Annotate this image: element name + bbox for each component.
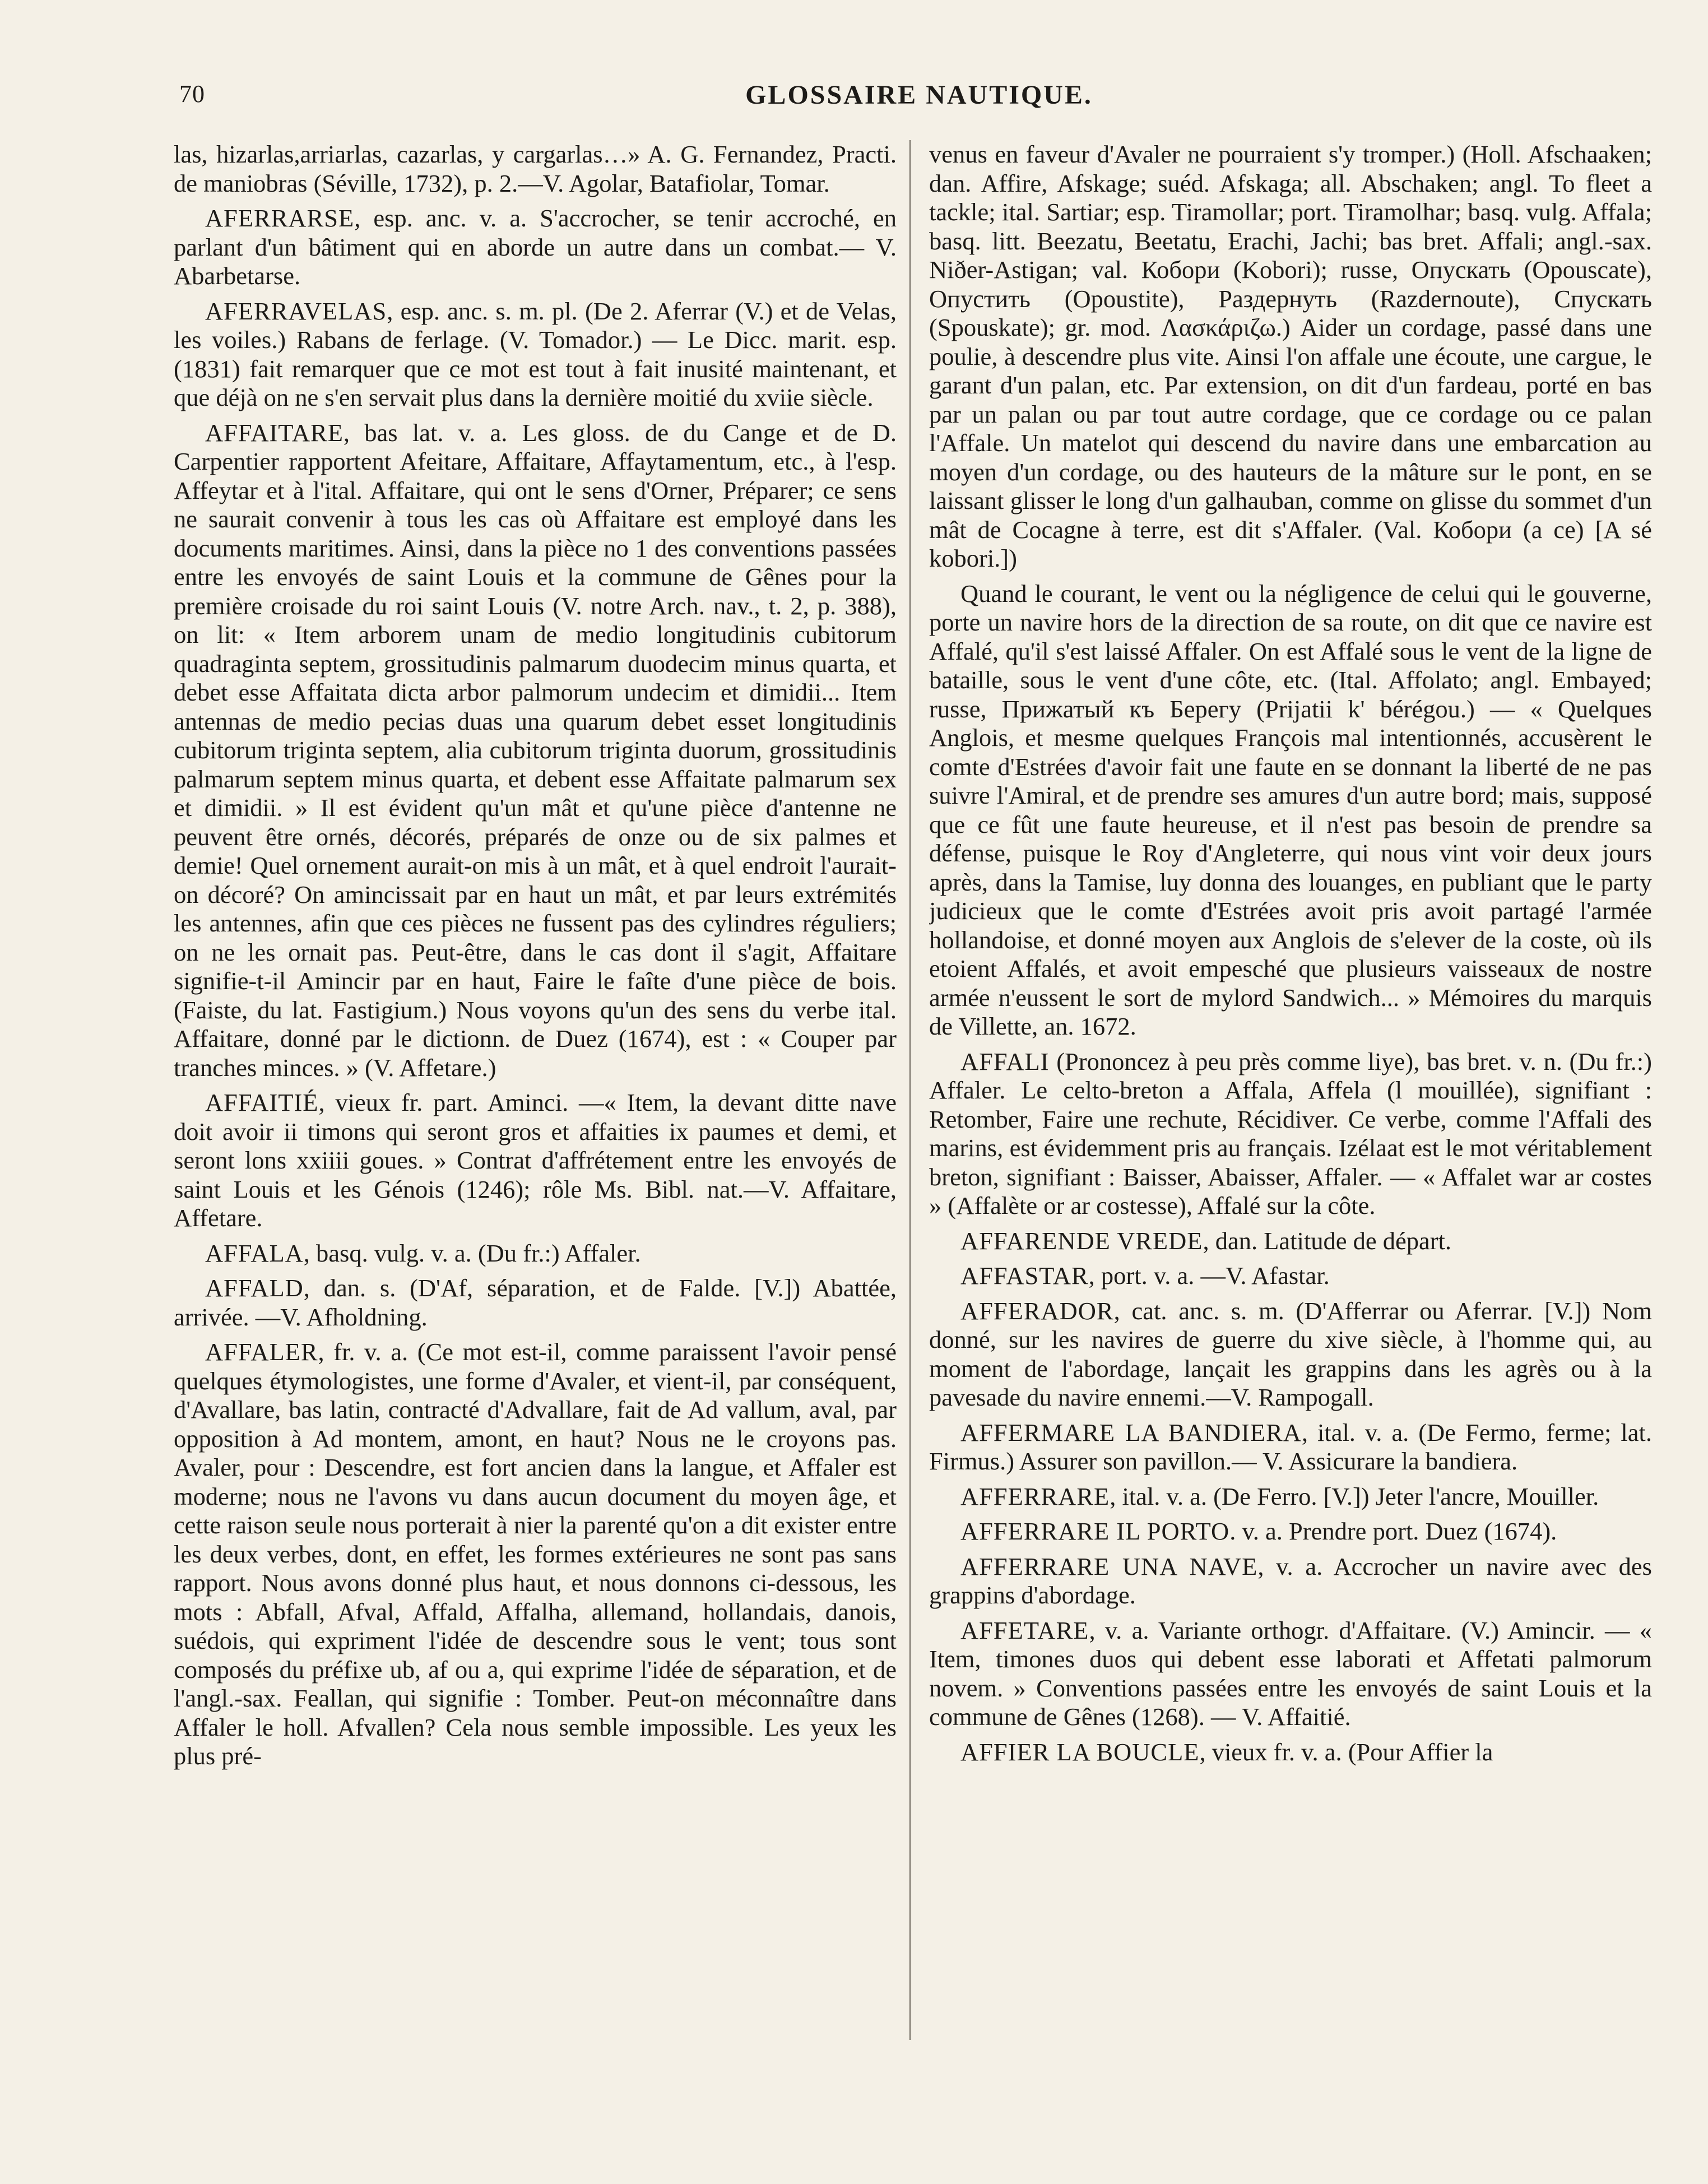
entry-affastar: AFFASTAR, port. v. a. —V. Afastar. (960, 1262, 1330, 1290)
headword: AFFIER LA BOUCLE (960, 1737, 1200, 1766)
entry-affarende-vrede: AFFARENDE VREDE, dan. Latitude de départ. (960, 1226, 1452, 1255)
entry-affetare: AFFETARE, v. a. Variante orthogr. d'Affaitare. (V.) Amincir. — « Item, timones duos qui debent esse laborati et Affetati palmorum novem. » Conventions passées entre les envoyés de saint Louis et la commune de Gênes (1268). — V. Affaitié. (929, 1616, 1652, 1731)
right-column (929, 140, 1652, 2135)
entry-affermare-la-bandiera: AFFERMARE LA BANDIERA, ital. v. a. (De Fermo, ferme; lat. Firmus.) Assurer son pavillon.— V. Assicurare la bandiera. (929, 1418, 1652, 1475)
page-title: GLOSSAIRE NAUTIQUE. (745, 80, 1093, 110)
left-column (174, 140, 897, 2135)
headword: AFFERMARE LA BANDIERA (960, 1418, 1302, 1446)
headword: AFFERRARE IL PORTO (960, 1517, 1230, 1545)
entry-affaler: AFFALER, fr. v. a. (Ce mot est-il, comme paraissent l'avoir pensé quelques étymologistes, une forme d'Avaler, et vient-il, par conséquent, d'Avallare, bas latin, contracté d'Advallare, fait de Ad vallum, aval, par opposition à Ad montem, amont, en haut? Nous ne le croyons pas. Avaler, pour : Descendre, est fort ancien dans la langue, et Affaler est moderne; nous ne l'avons vu dans aucun document du moyen âge, et cette raison seule nous porterait à nier la parenté qu'on a dit exister entre les deux verbes, dont, en effet, les formes extérieures ne sont pas sans rapport. Nous avons donné plus haut, et nous donnons ci-dessous, les mots : Abfall, Afval, Affald, Affalha, allemand, hollandais, danois, suédois, qui expriment l'idée de descendre sous le vent; tous sont composés du préfixe ub, af ou a, qui exprime l'idée de séparation, et de l'angl.-sax. Feallan, qui signifie : Tomber. Peut-on méconnaître dans Affaler le holl. Afvallen? Cela nous semble impossible. Les yeux les plus pré- (174, 1338, 897, 1770)
entry-affaitare: AFFAITARE, bas lat. v. a. Les gloss. de du Cange et de D. Carpentier rapportent Afeitare, Affaitare, Affaytamentum, etc., à l'esp. Affeytar et à l'ital. Affaitare, qui ont le sens d'Orner, Préparer; ce sens ne saurait convenir à tous les cas où Affaitare est employé dans les documents maritimes. Ainsi, dans la pièce no 1 des conventions passées entre les envoyés de saint Louis et la commune de Gênes pour la première croisade du roi saint Louis (V. notre Arch. nav., t. 2, p. 388), on lit: « Item arborem unam de medio longitudinis cubitorum quadraginta septem, grossitudinis palmarum duodecim minus quarta, et debet esse Affaitata dicta arbor palmorum undecim et dimidii... Item antennas de medio pecias duas una quarum debet esset longitudinis cubitorum triginta septem, alia cubitorum triginta duorum, grossitudinis palmarum septem minus quarta, et debent esse Affaitate palmarum sex et dimidii. » Il est évident qu'un mât et qu'une pièce d'antenne ne peuvent être ornés, décorés, préparés de onze ou de six palmes et demie! Quel ornement aurait-on mis à un mât, et à quel endroit l'aurait-on décoré? On amincissait par en haut un mât, et par leurs extrémités les antennes, afin que ces pièces ne fussent pas des cylindres réguliers; on ne les ornait pas. Peut-être, dans le cas dont il s'agit, Affaitare signifie-t-il Amincir par en haut, Faire le faîte d'une pièce de bois. (Faiste, du lat. Fastigium.) Nous voyons qu'un des sens du verbe ital. Affaitare, donné par le dictionn. de Duez (1674), est : « Couper par tranches minces. » (V. Affetare.) (174, 418, 897, 1082)
entry-affier-la-boucle: AFFIER LA BOUCLE, vieux fr. v. a. (Pour Affier la (960, 1737, 1493, 1766)
headword: AFFERRARE UNA NAVE (960, 1552, 1258, 1580)
entry-affala: AFFALA, basq. vulg. v. a. (Du fr.:) Affaler. (205, 1239, 641, 1267)
entry-continuation: venus en faveur d'Avaler ne pourraient s'y tromper.) (Holl. Afschaaken; dan. Affire, Afskage; suéd. Afskaga; all. Abschaken; angl. To fleet a tackle; ital. Sartiar; esp. Tiramollar; port. Tiramolhar; basq. vulg. Affala; basq. litt. Beezatu, Beetatu, Erachi, Jachi; bas bret. Affali; angl.-sax. Niðer-Astigan; val. Кобори (Kobori); russe, Опускать (Opouscate), Опустить (Opoustite), Раздернуть (Razdernoute), Спускать (Spouskate); gr. mod. Λασκάριζω.) Aider un cordage, passé dans une poulie, à descendre plus vite. Ainsi l'on affale une écoute, une cargue, le garant d'un palan, etc. Par extension, on dit d'un fardeau, porté en bas par un palan ou par tout autre cordage, que ce cordage ou ce palan l'Affale. Un matelot qui descend du navire dans une embarcation au moyen d'un cordage, ou des hauteurs de la mâture sur le pont, en se laissant glisser le long d'un galhauban, comme on glisse du sommet d'un mât de Cocagne à terre, est dit s'Affaler. (Val. Кобори (a ce) [A sé kobori.]) (929, 140, 1652, 572)
headword: AFERRAVELAS (205, 296, 387, 325)
headword: AFFALA (205, 1239, 304, 1267)
headword: AFFAITIÉ (205, 1088, 319, 1116)
entry-afferrare: AFFERRARE, ital. v. a. (De Ferro. [V.]) Jeter l'ancre, Mouiller. (960, 1482, 1599, 1510)
headword: AFFALER (205, 1338, 318, 1366)
headword: AFFARENDE VREDE (960, 1226, 1203, 1255)
headword: AFFASTAR (960, 1262, 1089, 1290)
entry-aferravelas: AFERRAVELAS, esp. anc. s. m. pl. (De 2. Aferrar (V.) et de Velas, les voiles.) Rabans de ferlage. (V. Tomador.) — Le Dicc. marit. esp. (1831) fait remarquer que ce mot est tout à fait inusité maintenant, et que déjà on ne s'en servait plus dans la dernière moitié du xviie siècle. (174, 296, 897, 411)
headword: AFFALI (960, 1047, 1050, 1075)
headword: AFFETARE (960, 1616, 1089, 1644)
entry-affaitie: AFFAITIÉ, vieux fr. part. Aminci. —« Item, la devant ditte nave doit avoir ii timons qui seront gros et affaities ix paumes et demi, et seront lons xxiiii goues. » Contrat d'affrétement entre les envoyés de saint Louis et les Génois (1246); rôle Ms. Bibl. nat.—V. Affaitare, Affetare. (174, 1088, 897, 1232)
entry-paragraph: Quand le courant, le vent ou la négligence de celui qui le gouverne, porte un navire hors de la direction de sa route, on dit que ce navire est Affalé, qu'il s'est laissé Affaler. On est Affalé sous le vent de la ligne de bataille, sous le vent d'une côte, etc. (Ital. Affolato; angl. Embayed; russe, Прижатый къ Берегу (Prijatii k' bérégou.) — « Quelques Anglois, et mesme quelques François mal intentionnés, accusèrent le comte d'Estrées d'avoir fait une faute en se donnant la liberté de ne pas suivre l'Amiral, et de prendre ses amures d'un autre bord; mais, supposé que ce fût une faute heureuse, et il n'est pas besoin de prendre sa défense, puisque le Roy d'Angleterre, qui nous vint voir deux jours après, dans la Tamise, luy donna des louanges, en publiant que le party judicieux que le comte d'Estrées avoit pris avoit partagé l'armée hollandoise, et donné moyen aux Anglois de s'elever de la coste, où ils etoient Affalés, et avoit empesché que plusieurs vaisseaux de nostre armée n'eussent le sort de mylord Sandwich... » Mémoires du marquis de Villette, an. 1672. (929, 579, 1652, 1040)
headword: AFERRARSE (205, 204, 355, 232)
entry-continuation: las, hizarlas,arriarlas, cazarlas, y cargarlas…» A. G. Fernandez, Practi. de maniobras (Séville, 1732), p. 2.—V. Agolar, Batafiolar, Tomar. (174, 140, 897, 197)
entry-affali: AFFALI (Prononcez à peu près comme liye), bas bret. v. n. (Du fr.:) Affaler. Le celto-breton a Affala, Affela (l mouillée), signifiant : Retomber, Faire une rechute, Récidiver. Ce verbe, comme l'Affali des marins, est évidemment pris au français. Izélaat est le mot véritablement breton, signifiant : Baisser, Abaisser, Affaler. — « Affalet war ar costes » (Affalète or ar costesse), Affalé sur la côte. (929, 1047, 1652, 1219)
column-rule (909, 140, 911, 2040)
entry-afferrare-il-porto: AFFERRARE IL PORTO. v. a. Prendre port. Duez (1674). (960, 1517, 1557, 1545)
running-header (179, 80, 1659, 119)
entry-affald: AFFALD, dan. s. (D'Af, séparation, et de Falde. [V.]) Abattée, arrivée. —V. Afholdning. (174, 1274, 897, 1331)
entry-afferador: AFFERADOR, cat. anc. s. m. (D'Afferrar ou Aferrar. [V.]) Nom donné, sur les navires de guerre du xive siècle, à l'homme qui, au moment de l'abordage, lançait les grappins dans les agrès ou à la pavesade du navire ennemi.—V. Rampogall. (929, 1296, 1652, 1411)
headword: AFFALD (205, 1274, 304, 1302)
page-number: 70 (179, 80, 205, 108)
headword: AFFAITARE (205, 418, 344, 447)
entry-afferrare-una-nave: AFFERRARE UNA NAVE, v. a. Accrocher un navire avec des grappins d'abordage. (929, 1552, 1652, 1609)
entry-aferrarse: AFERRARSE, esp. anc. v. a. S'accrocher, se tenir accroché, en parlant d'un bâtiment qui en aborde un autre dans un combat.— V. Abarbetarse. (174, 204, 897, 290)
headword: AFFERADOR (960, 1296, 1114, 1325)
headword: AFFERRARE (960, 1482, 1110, 1510)
